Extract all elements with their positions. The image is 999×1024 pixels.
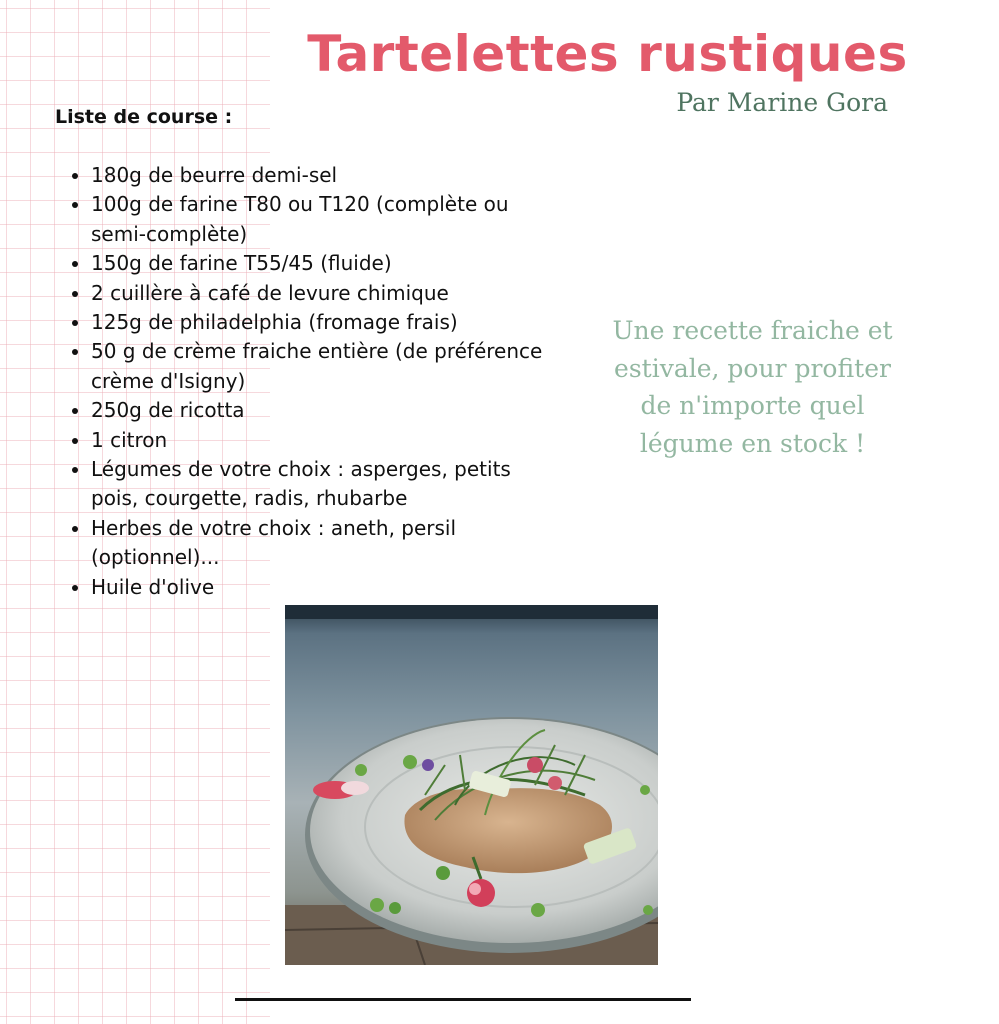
recipe-author: Par Marine Gora xyxy=(676,88,888,117)
shopping-list-heading: Liste de course : xyxy=(55,106,233,128)
ingredient-item: • Légumes de votre choix : asperges, petits pois, courgette, radis, rhubarbe xyxy=(91,455,551,514)
ingredient-item: • 250g de ricotta xyxy=(91,396,551,425)
tartlet-photo xyxy=(285,605,658,965)
bottom-divider xyxy=(235,998,691,1001)
recipe-tagline: Une recette fraiche et estivale, pour profiter de n'importe quel légume en stock ! xyxy=(612,316,893,458)
ingredient-item: • 150g de farine T55/45 (fluide) xyxy=(91,249,551,278)
ingredient-item: • 2 cuillère à café de levure chimique xyxy=(91,279,551,308)
ingredient-item: • 125g de philadelphia (fromage frais) xyxy=(91,308,551,337)
ingredient-item: • 100g de farine T80 ou T120 (complète ou semi-complète) xyxy=(91,190,551,249)
ingredient-item: • 180g de beurre demi-sel xyxy=(91,161,551,190)
ingredient-list xyxy=(55,161,551,602)
ingredient-item: • Huile d'olive xyxy=(91,573,551,602)
ingredient-item: • 50 g de crème fraiche entière (de préférence crème d'Isigny) xyxy=(91,337,551,396)
ingredient-item: • 1 citron xyxy=(91,426,551,455)
ingredient-item: • Herbes de votre choix : aneth, persil (optionnel)... xyxy=(91,514,551,573)
recipe-title: Tartelettes rustiques xyxy=(307,25,908,83)
